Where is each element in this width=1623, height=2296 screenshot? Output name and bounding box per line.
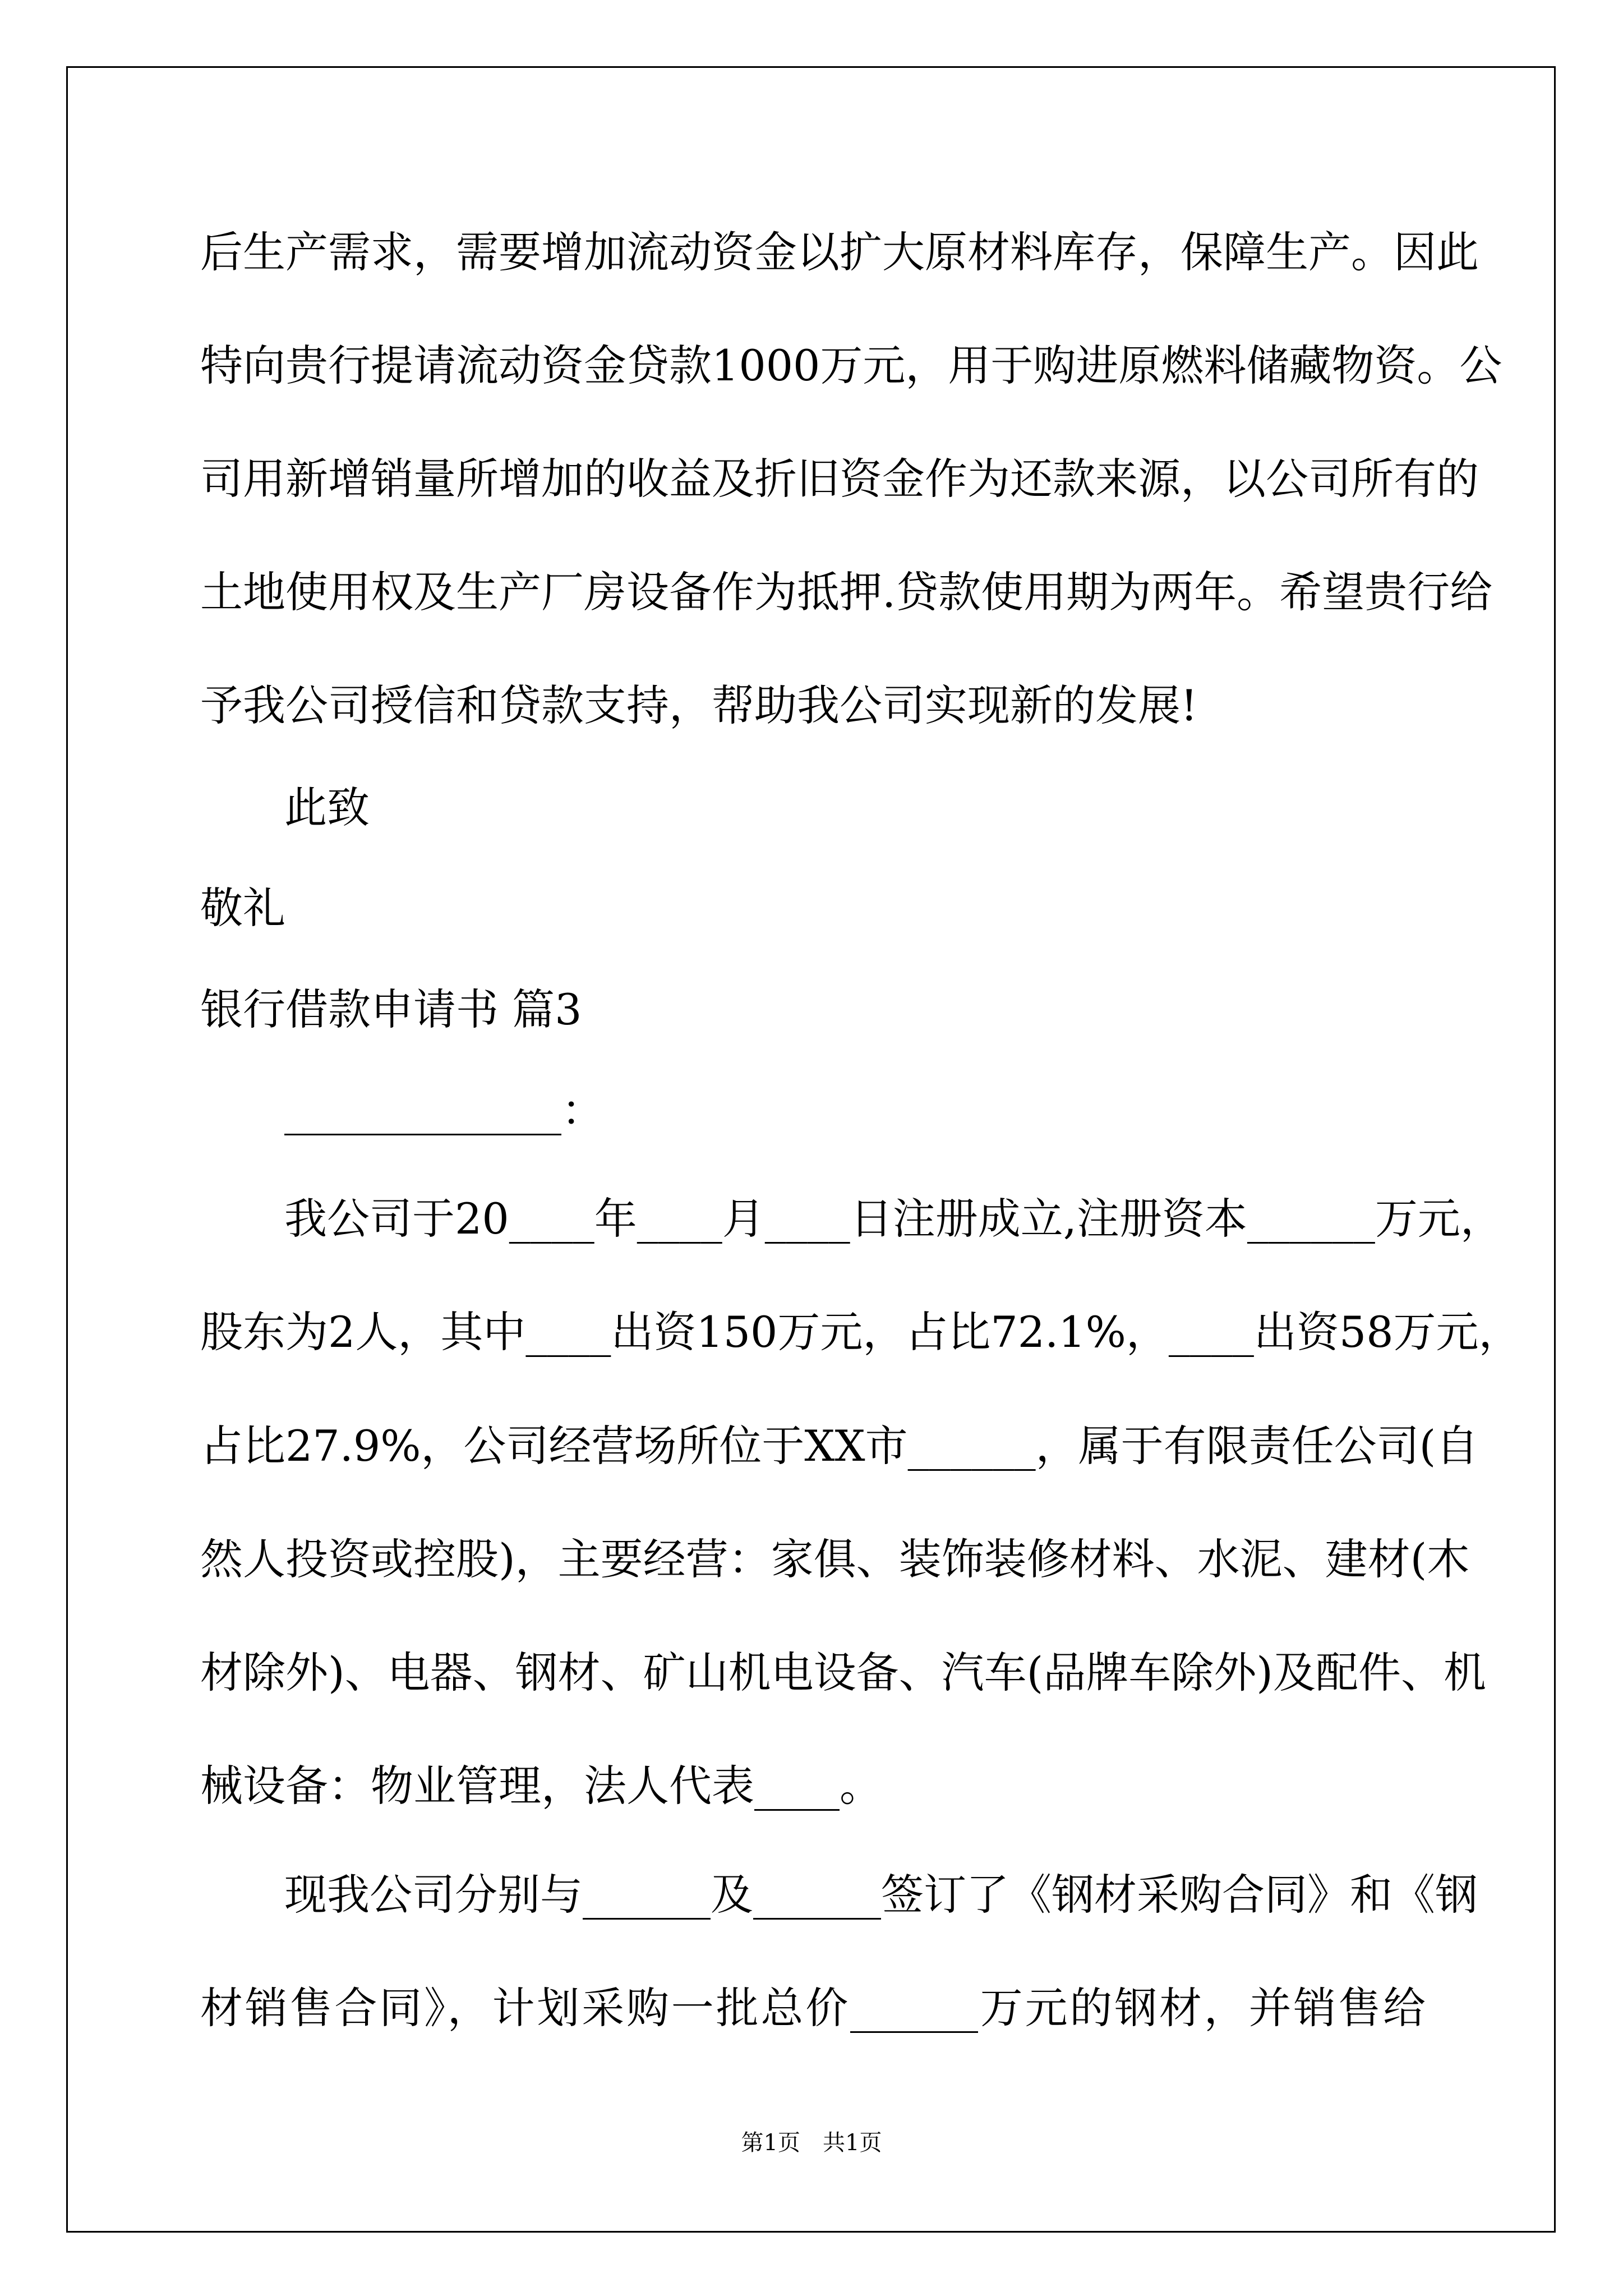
paragraph1-line: 予我公司授信和贷款支持，帮助我公司实现新的发展!	[200, 680, 1198, 730]
paragraph2-line: 我公司于20____年____月____日注册成立,注册资本______万元，	[284, 1194, 1503, 1244]
paragraph2-line: 股东为2人，其中____出资150万元，占比72.1%，____出资58万元，	[200, 1307, 1521, 1357]
section-title: 银行借款申请书 篇3	[200, 984, 582, 1034]
paragraph2-line: 材除外)、电器、钢材、矿山机电设备、汽车(品牌车除外)及配件、机	[200, 1648, 1486, 1697]
paragraph1-line: 司用新增销量所增加的收益及折旧资金作为还款来源，以公司所有的	[200, 454, 1479, 504]
paragraph3-line: 材销售合同》，计划采购一批总价______万元的钢材，并销售给	[200, 1983, 1426, 2033]
paragraph1-line: 后生产需求，需要增加流动资金以扩大原材料库存，保障生产。因此	[200, 227, 1479, 277]
paragraph1-line: 特向贵行提请流动资金贷款1000万元，用于购进原燃料储藏物资。公	[200, 341, 1502, 390]
addressee-line: _____________：	[284, 1085, 604, 1135]
page-footer: 第1页 共1页	[741, 2130, 882, 2156]
salutation-text: 敬礼	[200, 883, 285, 933]
closing-text: 此致	[284, 783, 370, 832]
paragraph2-line: 占比27.9%，公司经营场所位于XX市______，属于有限责任公司(自	[200, 1421, 1479, 1471]
paragraph1-line: 土地使用权及生产厂房设备作为抵押.贷款使用期为两年。希望贵行给	[200, 567, 1493, 617]
paragraph2-line: 然人投资或控股)，主要经营：家俱、装饰装修材料、水泥、建材(木	[200, 1534, 1470, 1584]
paragraph3-line: 现我公司分别与______及______签订了《钢材采购合同》和《钢	[284, 1870, 1478, 1920]
paragraph2-line: 械设备：物业管理，法人代表____。	[200, 1761, 882, 1811]
